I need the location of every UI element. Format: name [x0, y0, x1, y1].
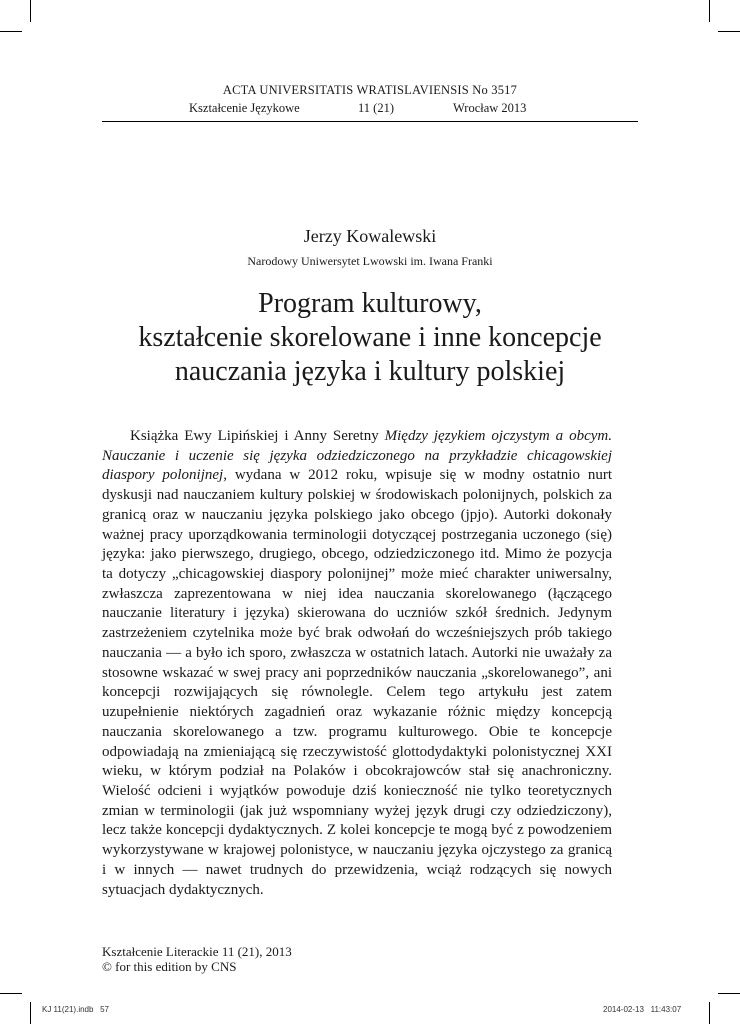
volume-number: 11 (21): [358, 101, 394, 115]
crop-mark-top-right-horizontal: [718, 31, 740, 32]
crop-mark-top-left-vertical: [30, 0, 31, 22]
footer-copyright: © for this edition by CNS: [102, 959, 237, 974]
crop-mark-bottom-left-vertical: [30, 1002, 31, 1024]
author-affiliation: Narodowy Uniwersytet Lwowski im. Iwana Franki: [247, 254, 493, 268]
print-slug-file: KJ 11(21).indb 57: [42, 1005, 110, 1014]
article-body: [102, 427, 612, 900]
title-line: nauczania języka i kultury polskiej: [174, 356, 566, 387]
crop-mark-bottom-right-vertical: [709, 1002, 710, 1024]
title-line: kształcenie skorelowane i inne koncepcje: [138, 322, 602, 353]
print-slug-timestamp: 2014-02-13 11:43:07: [603, 1005, 682, 1014]
journal-header: ACTA UNIVERSITATIS WRATISLAVIENSIS No 3517: [222, 83, 518, 97]
paragraph-rest: , wydana w 2012 roku, wpisuje się w modny ostatnio nurt dyskusji nad nauczaniem kultury polskiej w środowiskach polonijnych, polskich za granicą oraz w nauczaniu języka polskiego jako obcego (jpjo). Autorki dokonały ważnej pracy uporządkowania terminologii dotyczącej postrzegania uczonego (się) języka: jako pierwszego, drugiego, obcego, odziedziczonego itd. Mimo że pozycja ta dotyczy „chicagowskiej diaspory polonijnej” może mieć charakter uniwersalny, zwłaszcza zaprezentowana w niej idea nauczania skorelowanego (łączącego nauczanie literatury i języka) skierowana do uczniów szkół średnich. Jedynym zastrzeżeniem czytelnika może być brak odwołań do wcześniejszych prób takiego nauczania — a było ich sporo, zwłaszcza w ostatnich latach. Autorki nie uważały za stosowne wskazać w swej pracy ani poprzedników nauczania „skorelowanego”, ani koncepcji rozwijających się równolegle. Celem tego artykułu jest zatem uzupełnienie niektórych zagadnień oraz wykazanie różnic między koncepcją nauczania skorelowanego a tzw. programu kulturowego. Obie te koncepcje odpowiadają na zmieniającą się rzeczywistość glottodydaktyki polonistycznej XXI wieku, w którym podział na Polaków i obcokrajowców stał się anachroniczny. Wielość odcieni i wyjątków powoduje dziś konieczność nie tylko teoretycznych zmian w terminologii (jak już wspomniany wyżej język drugi czy odziedziczony), lecz także koncepcji dydaktycznych. Z kolei koncepcje te mogą być z powodzeniem wykorzystywane w krajowej polonistyce, w nauczaniu języka ojczystego za granicą i w innych — nawet trudnych do przewidzenia, wciąż rodzących się nowych sytuacjach dydaktycznych.: [102, 467, 613, 898]
book-title: Między językiem ojczystym a obcym. Nauczanie i uczenie się języka odziedziczonego na przykładzie chicagowskiej diaspory polonijnej: [102, 428, 612, 484]
crop-mark-top-left-horizontal: [0, 31, 22, 32]
paragraph-lead: Książka Ewy Lipińskiej i Anny Seretny: [130, 428, 385, 444]
header-rule: [102, 121, 638, 122]
crop-mark-bottom-right-horizontal: [718, 993, 740, 994]
series-name: Kształcenie Językowe: [189, 101, 300, 115]
article-title: [60, 287, 680, 389]
crop-mark-bottom-left-horizontal: [0, 993, 22, 994]
crop-mark-top-right-vertical: [709, 0, 710, 22]
footer-journal: Kształcenie Literackie 11 (21), 2013: [102, 944, 292, 959]
body-paragraph: [102, 427, 612, 900]
author-name: Jerzy Kowalewski: [303, 226, 437, 246]
place-year: Wrocław 2013: [453, 101, 527, 115]
title-line: Program kulturowy,: [258, 288, 482, 319]
page-footer: [102, 944, 292, 974]
